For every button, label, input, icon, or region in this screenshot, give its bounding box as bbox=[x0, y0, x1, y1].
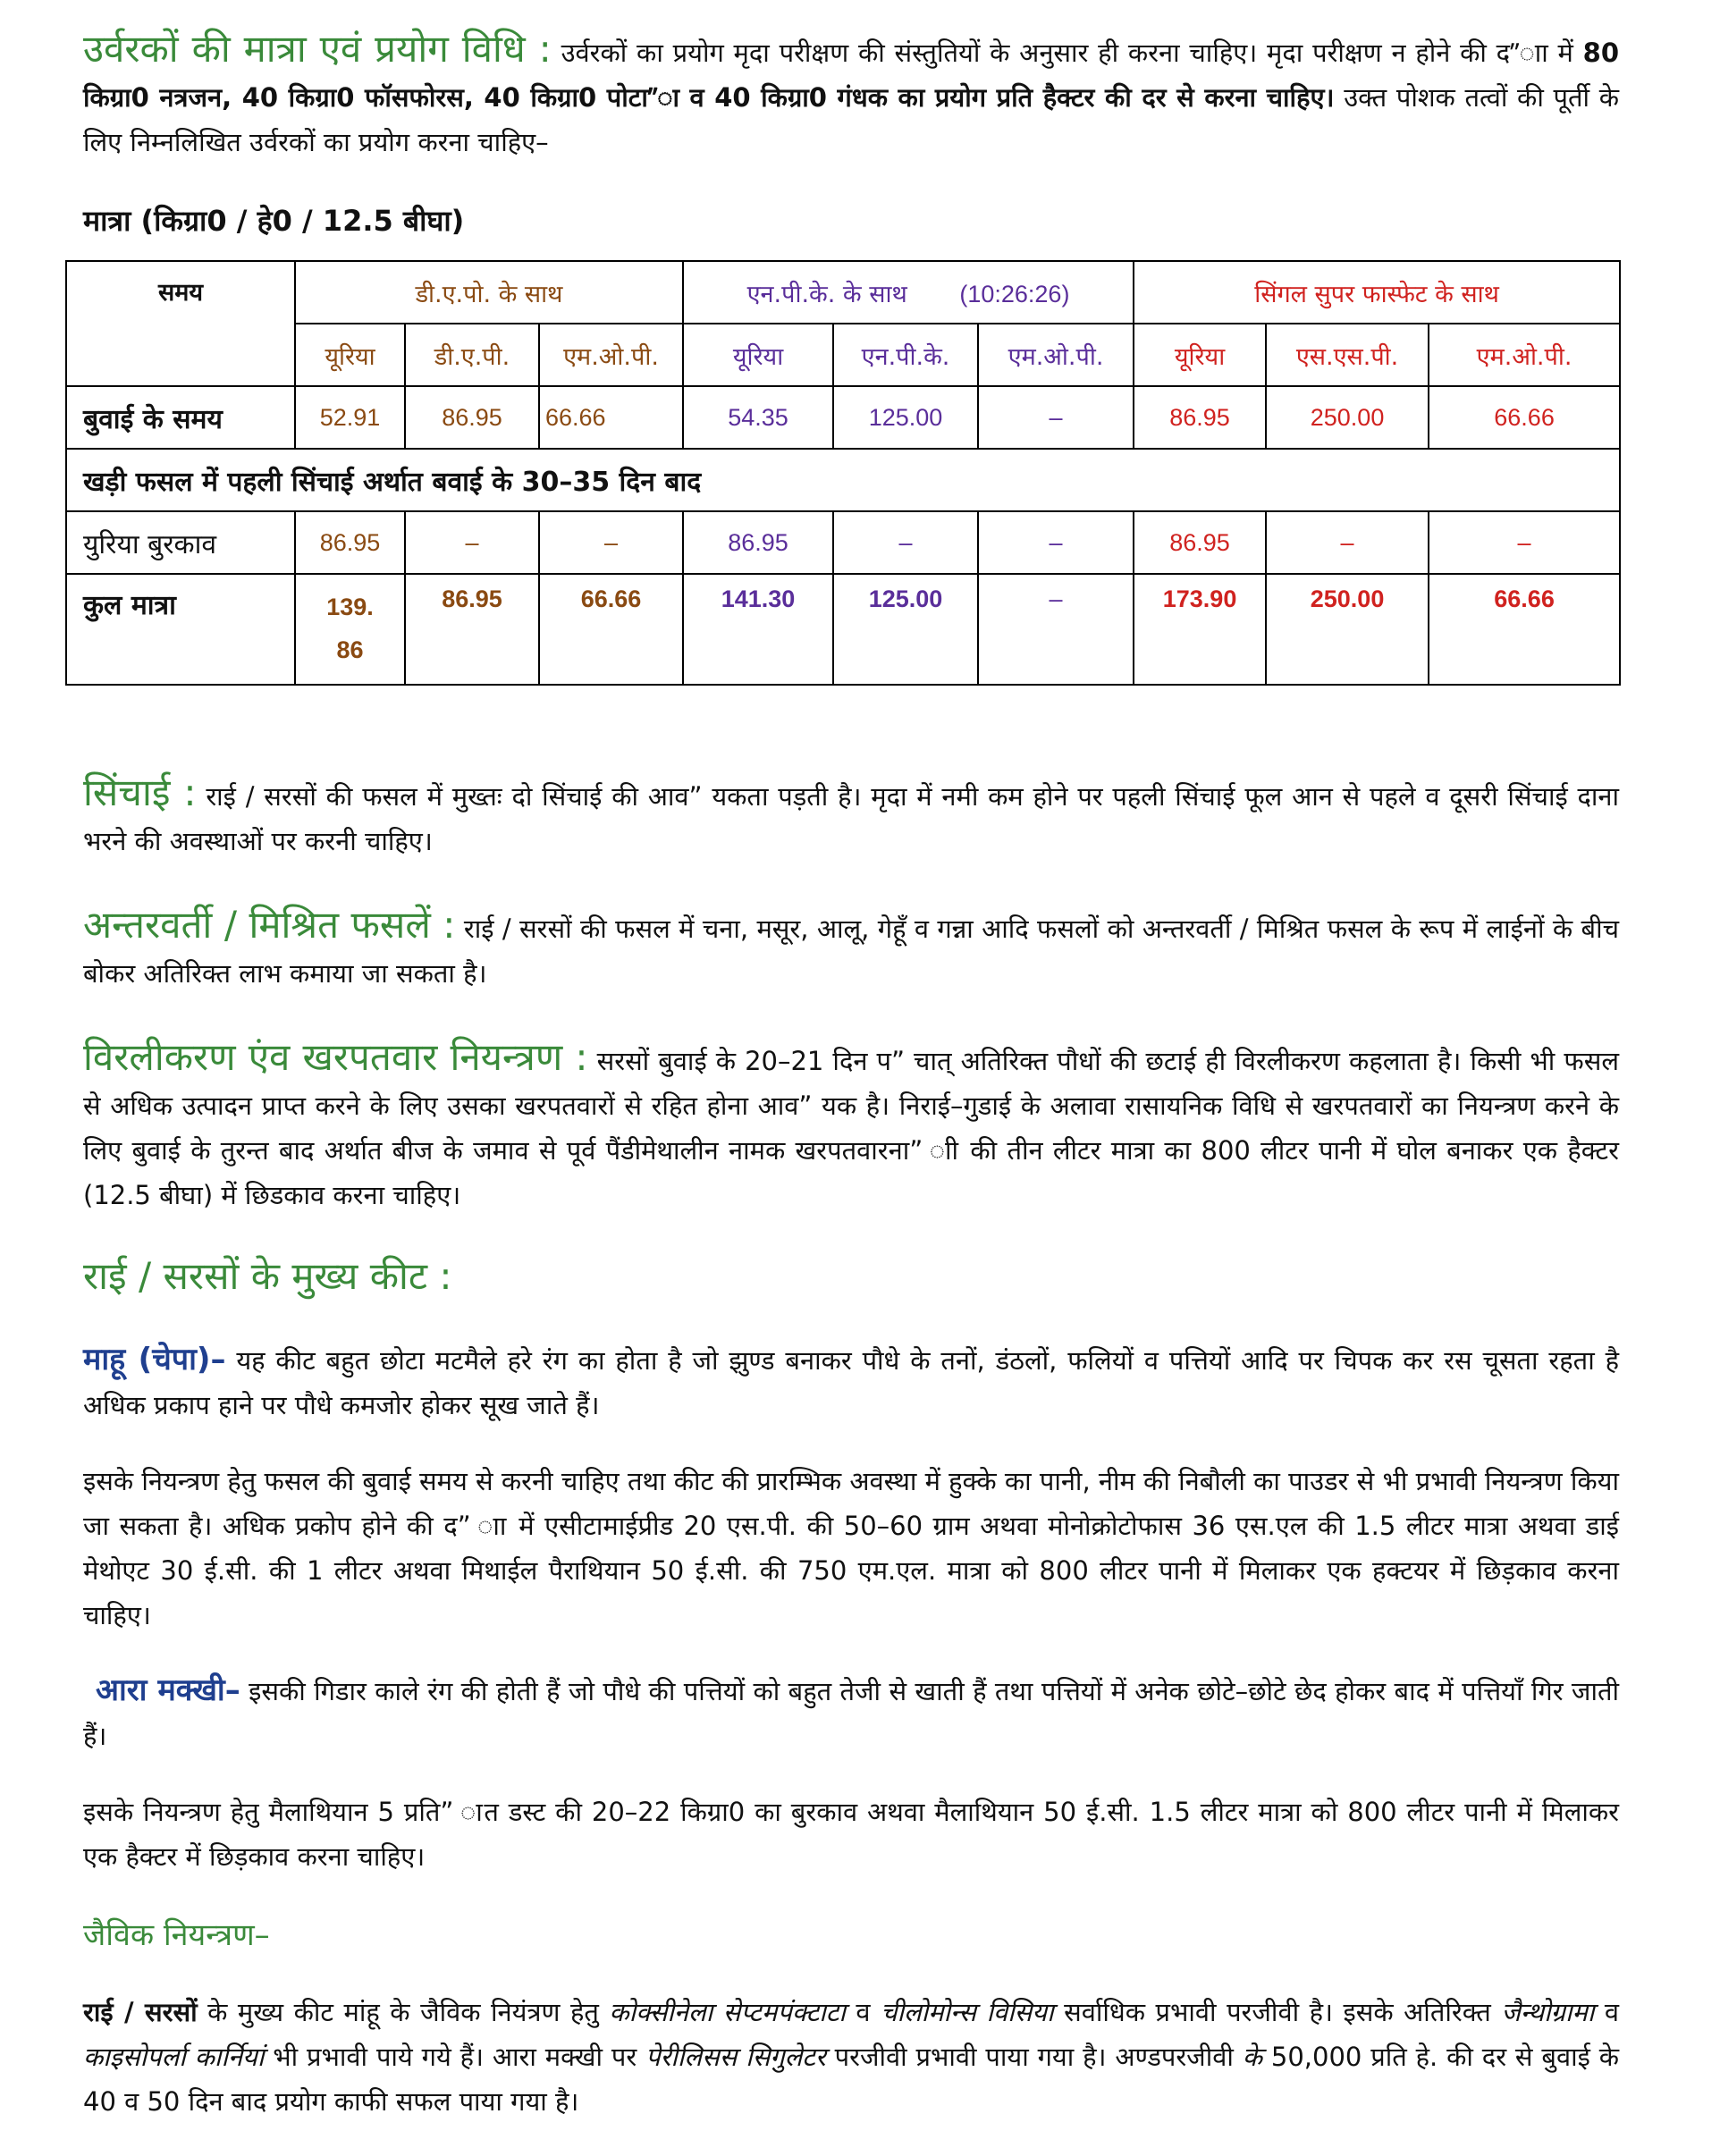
total-dap-urea-part1: 139. bbox=[326, 594, 374, 620]
table-cell: 86.95 bbox=[295, 511, 405, 574]
thinning-heading: विरलीकरण एंव खरपतवार नियन्त्रण : bbox=[83, 1035, 588, 1079]
table-cell: 86.95 bbox=[683, 511, 833, 574]
bio-species-5: पेरीलिसस सिगुलेटर bbox=[645, 2042, 826, 2072]
bio-species-2: चीलोमोन्स विसिया bbox=[881, 1997, 1054, 2027]
subheader-cell: यूरिया bbox=[1134, 324, 1266, 386]
table-cell: 66.66 bbox=[539, 386, 683, 449]
subheader-cell: डी.ए.पी. bbox=[405, 324, 539, 386]
table-row-total bbox=[66, 574, 1620, 685]
bio-species-3: जैन्थोग्रामा bbox=[1501, 1997, 1595, 2027]
bio-text-6: परजीवी प्रभावी पाया गया है। अण्डपरजीवी bbox=[825, 2042, 1243, 2072]
table-cell: 86.95 bbox=[405, 386, 539, 449]
thinning-paragraph bbox=[83, 1035, 1619, 1217]
bio-heading: जैविक नियन्त्रण– bbox=[83, 1917, 270, 1953]
table-cell: 66.66 bbox=[539, 574, 683, 685]
table-row-sowing bbox=[66, 386, 1620, 449]
aphid-heading: माहू (चेपा)– bbox=[83, 1342, 226, 1377]
intercrop-heading: अन्तरवर्ती / मिश्रित फसलें : bbox=[83, 903, 456, 947]
bio-crop-name: राई / सरसों bbox=[83, 1997, 198, 2027]
subheader-cell: एन.पी.के. bbox=[833, 324, 978, 386]
fertilizer-text-1: उर्वरकों का प्रयोग मृदा परीक्षण की संस्तुतियों के अनुसार ही करना चाहिए। मृदा परीक्षण न होने की द”ाा में bbox=[561, 38, 1573, 68]
table-cell: 66.66 bbox=[1429, 574, 1620, 685]
group-header-npk-label: एन.पी.के. के साथ bbox=[746, 280, 907, 308]
table-row-standing-crop bbox=[66, 449, 1620, 511]
thinning-text: सरसों बुवाई के 20–21 दिन प” चात् अतिरिक्त पौधों की छटाई ही विरलीकरण कहलाता है। किसी भी फसल से अधिक उत्पादन प्राप्त करने के लिए उसका खरपतवारों से रहित होना आव” यक है। निराई–गुडाई के अलावा रासायनिक विधि से खरपतवारों का नियन्त्रण करने के लिए बुवाई के तुरन्त बाद अर्थात बीज के जमाव से पूर्व पैंडीमेथालीन नामक खरपतवारना” ाी की तीन लीटर मात्रा का 800 लीटर पानी में घोल बनाकर एक हैक्टर (12.5 बीघा) में छिडकाव करना चाहिए। bbox=[83, 1046, 1619, 1210]
table-group-header-row bbox=[66, 261, 1620, 324]
bio-text-3: सर्वाधिक प्रभावी परजीवी है। इसके अतिरिक्त bbox=[1053, 1997, 1502, 2027]
fertilizer-table bbox=[65, 260, 1621, 686]
time-header: समय bbox=[66, 261, 295, 386]
table-cell: – bbox=[833, 511, 978, 574]
bio-text-2: व bbox=[845, 1997, 881, 2027]
table-cell: 125.00 bbox=[833, 574, 978, 685]
table-cell: 86.95 bbox=[1134, 511, 1266, 574]
table-cell: 250.00 bbox=[1266, 574, 1429, 685]
irrigation-paragraph bbox=[83, 771, 1619, 863]
group-header-npk bbox=[683, 261, 1134, 324]
table-cell: 125.00 bbox=[833, 386, 978, 449]
bio-paragraph bbox=[83, 1990, 1619, 2124]
group-header-dap: डी.ए.पो. के साथ bbox=[295, 261, 683, 324]
table-cell: 86.95 bbox=[1134, 386, 1266, 449]
aphid-text: यह कीट बहुत छोटा मटमैले हरे रंग का होता है जो झुण्ड बनाकर पौधे के तनों, डंठलों, फलियों व पत्तियों आदि पर चिपक कर रस चूसता रहता है अधिक प्रकाप हाने पर पौधे कमजोर होकर सूख जाते हैं। bbox=[83, 1345, 1619, 1420]
table-cell: – bbox=[978, 511, 1134, 574]
table-cell: – bbox=[539, 511, 683, 574]
table-cell: – bbox=[978, 386, 1134, 449]
table-cell: – bbox=[1266, 511, 1429, 574]
table-cell: 86.95 bbox=[405, 574, 539, 685]
bio-text-5: भी प्रभावी पाये गये हैं। आरा मक्खी पर bbox=[264, 2042, 646, 2072]
irrigation-heading: सिंचाई : bbox=[83, 771, 197, 814]
subheader-cell: एस.एस.पी. bbox=[1266, 324, 1429, 386]
table-row-topdress bbox=[66, 511, 1620, 574]
standing-crop-label: खड़ी फसल में पहली सिंचाई अर्थात बवाई के 30–35 दिन बाद bbox=[66, 449, 1620, 511]
group-header-npk-ratio: (10:26:26) bbox=[959, 280, 1070, 307]
sawfly-control-paragraph: इसके नियन्त्रण हेतु मैलाथियान 5 प्रति” ात डस्ट की 20–22 किग्रा0 का बुरकाव अथवा मैलाथियान 50 ई.सी. 1.5 लीटर मात्रा को 800 लीटर पानी में मिलाकर एक हैक्टर में छिड़काव करना चाहिए। bbox=[83, 1797, 1619, 1872]
row-label: कुल मात्रा bbox=[66, 574, 295, 685]
irrigation-text: राई / सरसों की फसल में मुख्तः दो सिंचाई की आव” यकता पड़ती है। मृदा में नमी कम होने पर पहली सिंचाई फूल आन से पहले व दूसरी सिंचाई दाना भरने की अवस्थाओं पर करनी चाहिए। bbox=[83, 781, 1619, 856]
intercrop-text: राई / सरसों की फसल में चना, मसूर, आलू, गेहूँ व गन्ना आदि फसलों को अन्तरवर्ती / मिश्रित फसल के रूप में लाईनों के बीच बोकर अतिरिक्त लाभ कमाया जा सकता है। bbox=[83, 914, 1620, 989]
bio-species-4: काइसोपर्ला कार्नियां bbox=[83, 2042, 265, 2072]
quantity-label: मात्रा (किग्रा0 / हे0 / 12.5 बीघा) bbox=[83, 204, 465, 238]
table-cell: – bbox=[1429, 511, 1620, 574]
table-cell bbox=[295, 574, 405, 685]
table-subheader-row bbox=[66, 324, 1620, 386]
table-cell: 173.90 bbox=[1134, 574, 1266, 685]
row-label: बुवाई के समय bbox=[66, 386, 295, 449]
subheader-cell: एम.ओ.पी. bbox=[978, 324, 1134, 386]
sawfly-paragraph bbox=[83, 1668, 1619, 1758]
total-dap-urea-part2: 86 bbox=[336, 636, 364, 663]
table-cell: – bbox=[978, 574, 1134, 685]
bio-species-1: कोक्सीनेला सेप्टमपंक्टाटा bbox=[609, 1997, 846, 2027]
subheader-cell: एम.ओ.पी. bbox=[1429, 324, 1620, 386]
intercrop-paragraph bbox=[83, 903, 1619, 996]
aphid-paragraph bbox=[83, 1337, 1619, 1428]
aphid-control-paragraph: इसके नियन्त्रण हेतु फसल की बुवाई समय से करनी चाहिए तथा कीट की प्रारम्भिक अवस्था में हुक्के का पानी, नीम की निबौली का पाउडर से भी प्रभावी नियन्त्रण किया जा सकता है। अधिक प्रकोप होने की द” ाा में एसीटामाईप्रीड 20 एस.पी. की 50–60 ग्राम अथवा मोनोक्रोटोफास 36 एस.एल की 1.5 लीटर मात्रा अथवा डाई मेथोएट 30 ई.सी. की 1 लीटर अथवा मिथाईल पैराथियान 50 ई.सी. की 750 एम.एल. मात्रा को 800 लीटर पानी में मिलाकर एक हक्टयर में छिड़काव करना चाहिए। bbox=[83, 1466, 1619, 1630]
bio-text-1: के मुख्य कीट मांहू के जैविक नियंत्रण हेतु bbox=[197, 1997, 610, 2027]
table-cell: – bbox=[405, 511, 539, 574]
table-cell: 54.35 bbox=[683, 386, 833, 449]
pests-heading: राई / सरसों के मुख्य कीट : bbox=[83, 1254, 452, 1298]
table-cell: 52.91 bbox=[295, 386, 405, 449]
bio-species-6: के bbox=[1242, 2042, 1263, 2072]
sawfly-text: इसकी गिडार काले रंग की होती हैं जो पौधे की पत्तियों को बहुत तेजी से खाती हैं तथा पत्तियों में अनेक छोटे–छोटे छेद होकर बाद में पत्तियाँ गिर जाती हैं। bbox=[83, 1676, 1620, 1751]
bio-text-7: 50,000 प्रति हे. की दर से बुवाई के 40 व 50 दिन बाद प्रयोग काफी सफल पाया गया है। bbox=[83, 2042, 1619, 2117]
subheader-cell: एम.ओ.पी. bbox=[539, 324, 683, 386]
group-header-ssp: सिंगल सुपर फास्फेट के साथ bbox=[1134, 261, 1620, 324]
sawfly-heading: आरा मक्खी– bbox=[96, 1672, 240, 1708]
fertilizer-heading: उर्वरकों की मात्रा एवं प्रयोग विधि : bbox=[83, 27, 552, 71]
fertilizer-dose-text: 80 किग्रा0 नत्रजन, 40 किग्रा0 फॉसफोरस, 40 किग्रा0 पोटा”ा व 40 किग्रा0 गंधक का प्रयोग प्रति हैक्टर की दर से करना चाहिए। bbox=[83, 38, 1620, 113]
table-cell: 250.00 bbox=[1266, 386, 1429, 449]
fertilizer-paragraph bbox=[83, 27, 1619, 164]
subheader-cell: यूरिया bbox=[295, 324, 405, 386]
fertilizer-text-2: उक्त पोशक तत्वों की पूर्ती के लिए निम्नलिखित उर्वरकों का प्रयोग करना चाहिए– bbox=[83, 82, 1620, 157]
table-cell: 66.66 bbox=[1429, 386, 1620, 449]
row-label: युरिया बुरकाव bbox=[66, 511, 295, 574]
table-cell: 141.30 bbox=[683, 574, 833, 685]
subheader-cell: यूरिया bbox=[683, 324, 833, 386]
bio-text-4: व bbox=[1594, 1997, 1620, 2027]
